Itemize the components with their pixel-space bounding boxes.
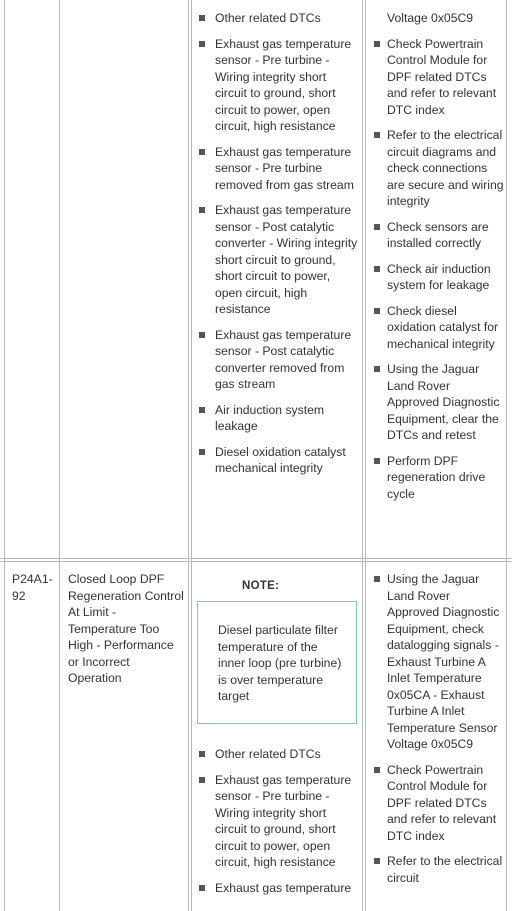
- causes-list: [197, 10, 359, 477]
- note-title: NOTE:: [242, 580, 280, 592]
- list-item: Exhaust gas temperature sensor - Post catalytic converter removed from gas stream: [197, 327, 359, 393]
- list-item: Check Powertrain Control Module for DPF related DTCs and refer to relevant DTC index: [372, 762, 504, 845]
- list-item: Using the Jaguar Land Rover Approved Diagnostic Equipment, clear the DTCs and retest: [372, 361, 504, 444]
- list-item: Exhaust gas temperature sensor - Pre turbine removed from gas stream: [197, 144, 359, 194]
- list-item: Using the Jaguar Land Rover Approved Diagnostic Equipment, check datalogging signals - Exhaust Turbine A Inlet Temperature 0x05CA - Exhaust Turbine A Inlet Temperature Sensor Voltage 0x05C9: [372, 571, 504, 753]
- list-item: Exhaust gas temperature: [197, 880, 359, 897]
- note-box: [197, 601, 357, 724]
- dtc-description: Closed Loop DPF Regeneration Control At Limit - Temperature Too High - Performance or Incorrect Operation: [68, 572, 184, 685]
- dtc-causes-cell: [197, 746, 359, 896]
- table-right-border: [506, 0, 507, 911]
- actions-list: [372, 36, 504, 503]
- table-row-divider: [0, 558, 512, 562]
- list-item: Check air induction system for leakage: [372, 261, 504, 294]
- list-item: Exhaust gas temperature sensor - Post catalytic converter - Wiring integrity short circuit to ground, short circuit to power, open circuit, high resistance: [197, 202, 359, 318]
- action-continuation-text: Voltage 0x05C9: [387, 11, 474, 25]
- list-item: Perform DPF regeneration drive cycle: [372, 453, 504, 503]
- top-actions-cell: [372, 10, 504, 502]
- list-item: Check sensors are installed correctly: [372, 219, 504, 252]
- table-column-divider: [188, 0, 192, 911]
- list-item: Other related DTCs: [197, 10, 359, 27]
- list-item: Check Powertrain Control Module for DPF related DTCs and refer to relevant DTC index: [372, 36, 504, 119]
- actions-list: [372, 571, 504, 886]
- dtc-code: P24A1-92: [12, 572, 53, 603]
- table-column-divider: [362, 0, 366, 911]
- causes-list: [197, 746, 359, 896]
- list-item: Exhaust gas temperature sensor - Pre turbine - Wiring integrity short circuit to ground, short circuit to power, open circuit, high resistance: [197, 36, 359, 135]
- table-column-divider: [59, 0, 60, 911]
- list-item: Exhaust gas temperature sensor - Pre turbine - Wiring integrity short circuit to ground, short circuit to power, open circuit, high resistance: [197, 772, 359, 871]
- list-item: Diesel oxidation catalyst mechanical integrity: [197, 444, 359, 477]
- list-item: Air induction system leakage: [197, 402, 359, 435]
- note-text: Diesel particulate filter temperature of the inner loop (pre turbine) is over temperature target: [218, 623, 342, 703]
- top-causes-cell: [197, 10, 359, 477]
- list-item: Check diesel oxidation catalyst for mechanical integrity: [372, 303, 504, 353]
- list-item: Refer to the electrical circuit diagrams and check connections are secure and wiring integrity: [372, 127, 504, 210]
- dtc-actions-cell: [372, 571, 504, 886]
- list-item: Other related DTCs: [197, 746, 359, 763]
- list-item: Refer to the electrical circuit: [372, 853, 504, 886]
- table-left-border: [4, 0, 5, 911]
